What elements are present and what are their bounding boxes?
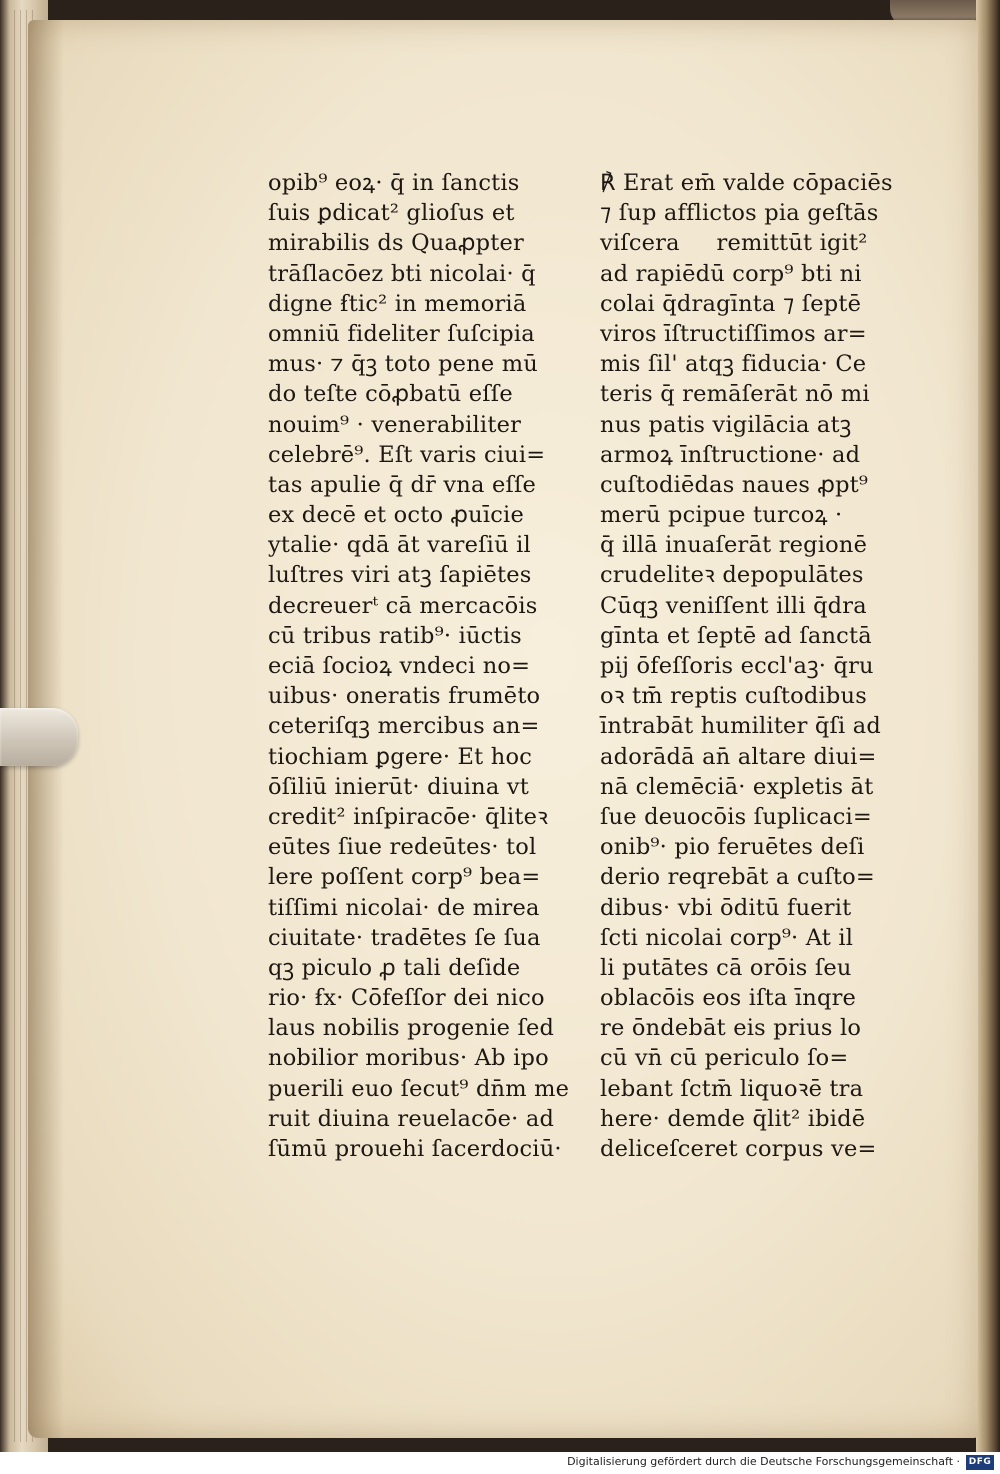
text-line: ad rapiēdū corp⁹ bti ni — [600, 260, 862, 287]
text-line: crudeliteꝛ depopulātes — [600, 562, 864, 589]
text-line: viros īſtructiſſimos ar= — [600, 320, 867, 347]
text-line: nā clemēciā· expletis āt — [600, 773, 874, 800]
text-line: derio reqrebāt a cuſto= — [600, 864, 875, 891]
text-line: deliceſceret corpus ve= — [600, 1136, 877, 1162]
text-line: eūtes ſiue redeūtes· tol — [268, 834, 537, 861]
text-line: teris q̄ remāſerāt nō mi — [600, 381, 870, 408]
text-line: onib⁹· pio feruētes deſi — [600, 834, 865, 861]
text-line: credit² inſpiracōe· q̄liteꝛ — [268, 803, 549, 830]
left-text-column — [268, 168, 569, 1164]
text-line: mis ſil' atqꝫ fiducia· Ce — [600, 351, 867, 378]
text-line: ōſiliū inierūt· diuina vt — [268, 773, 529, 800]
funding-notice: Digitalisierung gefördert durch die Deutsche Forschungsgemeinschaft · — [567, 1455, 960, 1468]
text-line: decreuerᵗ cā mercacōis — [268, 592, 538, 619]
text-line: ciuitate· tradētes ſe ſua — [268, 924, 541, 951]
text-line: mus· ⁊ q̄ꝫ toto pene mū — [268, 351, 538, 378]
page-clip — [0, 708, 78, 766]
text-line: lebant ſctm̄ liquoꝛē tra — [600, 1075, 864, 1102]
text-line: re ōndebāt eis prius lo — [600, 1015, 862, 1042]
text-line: ex decē et octo ꝓuīcie — [268, 502, 524, 529]
text-line: puerili euo ſecut⁹ dn̄m me — [268, 1075, 570, 1102]
text-line: mirabilis ds Quaꝓpter — [268, 230, 524, 257]
text-line: īntrabāt humiliter q̄ſi ad — [600, 713, 881, 740]
text-line: oblacōis eos iſta īnqre — [600, 985, 857, 1012]
text-line: pij ōfeſſoris eccl'aꝫ· q̄ru — [600, 653, 874, 679]
dfg-logo: DFG — [966, 1455, 994, 1470]
text-line: ſcti nicolai corp⁹· At il — [600, 924, 854, 951]
text-line: ytalie· qdā āt vareſiū il — [268, 532, 531, 559]
text-line: nouim⁹ · venerabiliter — [268, 411, 522, 438]
text-line: ruit diuina reuelacōe· ad — [268, 1105, 555, 1132]
text-line: ſue deuocōis ſuplicaci= — [600, 803, 872, 830]
text-line: ℟ Erat em̄ valde cōpaciēs — [600, 170, 893, 196]
text-line: ⁊ ſup afflictos pia geſtās — [600, 200, 879, 227]
text-line: cū tribus ratib⁹· iūctis — [268, 622, 522, 649]
text-line: tiſſimi nicolai· de mirea — [268, 894, 540, 921]
text-line: tiochiam ꝑgere· Et hoc — [268, 743, 533, 770]
right-text-column — [600, 168, 893, 1164]
text-line: qꝫ piculo ꝓ tali deſide — [268, 954, 521, 981]
text-line: uibus· oneratis frumēto — [268, 683, 541, 710]
text-line: celebrē⁹. Eſt varis ciui= — [268, 441, 546, 468]
text-line: q̄ illā inuaſerāt regionē — [600, 532, 868, 559]
text-line: adorādā an̄ altare diui= — [600, 743, 877, 770]
text-line: li putātes cā orōis ſeu — [600, 954, 852, 981]
text-line: luſtres viri atꝫ ſapiētes — [268, 562, 532, 589]
text-line: here· demde q̄lit² ibidē — [600, 1105, 866, 1132]
text-line: tas apulie q̄ dr̄ vna eſſe — [268, 471, 537, 498]
text-line: nobilior moribus· Ab ipo — [268, 1045, 549, 1072]
text-line: Cūqꝫ veniſſent illi q̄dra — [600, 592, 867, 619]
text-line: oꝛ tm̄ reptis cuſtodibus — [600, 683, 867, 710]
text-line: digne ẜtic² in memoriā — [268, 290, 527, 317]
text-line: do teſte cōꝓbatū eſſe — [268, 381, 513, 408]
text-line: rio· ẜx· Cōfeſſor dei nico — [268, 985, 545, 1012]
text-line: viſcera remittūt igit² — [600, 230, 868, 257]
text-line: opib⁹ eoꝝ· q̄ in ſanctis — [268, 170, 520, 196]
text-line: ſūmū prouehi ſacerdociū· — [268, 1136, 562, 1162]
text-line: gīnta et ſeptē ad ſanctā — [600, 622, 872, 649]
text-line: cuſtodiēdas naues ꝓpt⁹ — [600, 471, 869, 498]
text-line: ceteriſqꝫ mercibus an= — [268, 713, 540, 740]
text-line: colai q̄dragīnta ⁊ ſeptē — [600, 290, 862, 317]
text-line: merū pcipue turcoꝝ · — [600, 502, 843, 529]
footer-bar — [0, 1452, 1000, 1474]
text-line: armoꝝ īnſtructione· ad — [600, 441, 861, 468]
text-line: dibus· vbi ōditū fuerit — [600, 894, 852, 921]
text-line: cū vn̄ cū periculo ſo= — [600, 1045, 849, 1072]
text-line: nus patis vigilācia atꝫ — [600, 411, 852, 438]
text-line: trāſlacōez bti nicolai· q̄ — [268, 260, 536, 287]
text-line: ſuis ꝑdicat² glioſus et — [268, 200, 515, 227]
text-line: eciā ſocioꝝ vndeci no= — [268, 653, 531, 679]
text-line: lere poſſent corp⁹ bea= — [268, 864, 541, 891]
text-line: omniū fideliter ſuſcipia — [268, 320, 535, 347]
binding-edge — [976, 0, 1000, 1452]
text-line: laus nobilis progenie ſed — [268, 1015, 555, 1042]
